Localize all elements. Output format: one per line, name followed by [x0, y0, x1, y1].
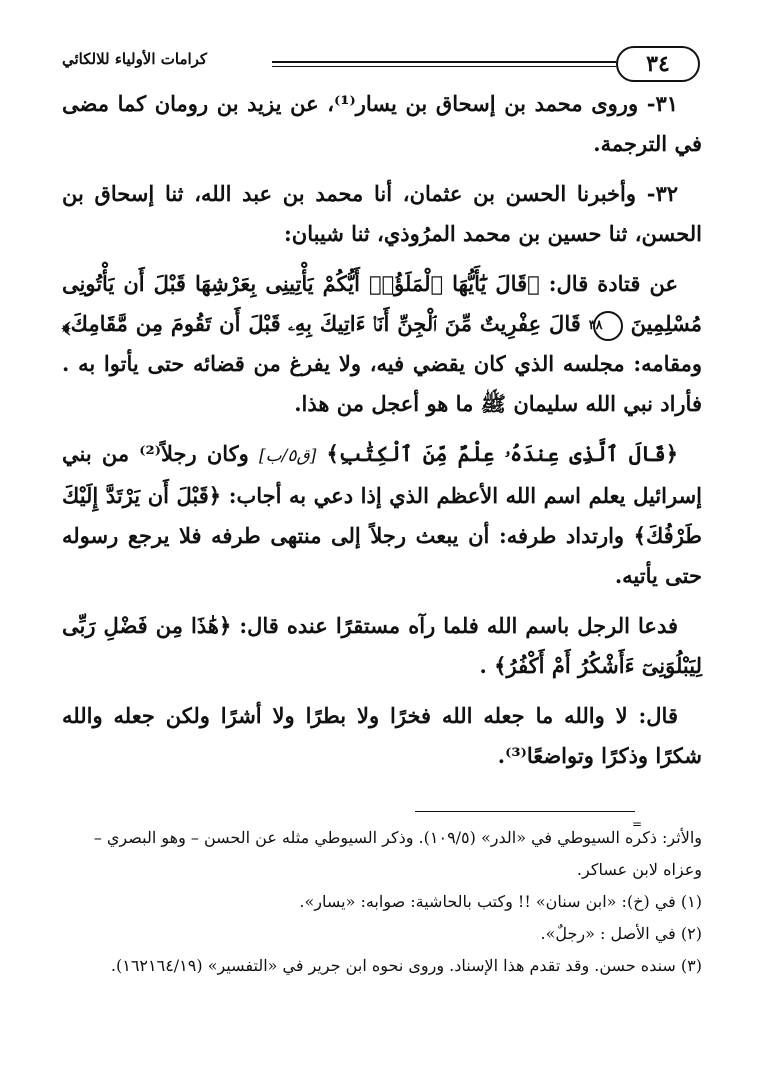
quran-verse-5: ﴿هَٰذَا مِن فَضْلِ رَبِّى لِيَبْلُوَنِىٓ ءَأَشْكُرُ أَمْ أَكْفُرُ﴾ — [62, 613, 702, 678]
quran-verse-1: ﴿قَالَ يَٰٓأَيُّهَا ٱلْمَلَؤُا۟ أَيُّكُمْ يَأْتِينِى بِعَرْشِهَا قَبْلَ أَن يَأْتُونِى مُسْلِمِينَ — [62, 271, 703, 336]
footnote-continuation: والأثر: ذكره السيوطي في «الدر» (١٠٩/٥). وذكر السيوطي مثله عن الحسن – وهو البصري – وعزاه لابن عساكر. — [93, 828, 702, 879]
footnote-rule — [415, 811, 635, 812]
paragraph-32: ٣٢- وأخبرنا الحسن بن عثمان، أنا محمد بن عبد الله، ثنا إسحاق بن الحسن، ثنا حسين بن محمد المرُوذي، ثنا شيبان: — [62, 181, 702, 246]
page-number: ٣٤ — [616, 46, 700, 82]
paragraph-fada — [62, 606, 702, 686]
paragraph-alladhi — [62, 434, 702, 596]
header-rule-thin — [272, 66, 616, 67]
quran-verse-2: قَالَ عِفْرِيتٌ مِّنَ ٱلْجِنِّ أَنَا۠ ءَاتِيكَ بِهِۦ قَبْلَ أَن تَقُومَ مِن مَّقَامِكَ﴾ — [62, 311, 581, 336]
footnotes — [62, 822, 702, 982]
footnote-1: (١) في (خ): «ابن سنان» !! وكتب بالحاشية: صوابه: «يسار». — [299, 892, 702, 911]
quran-verse-4: ﴿قَبْلَ أَن يَرْتَدَّ إِلَيْكَ طَرْفُكَ﴾ — [62, 483, 702, 548]
alladhi-text-2: وارتداد طرفه: أن يبعث رجلاً إلى منتهى طرفه فلا يرجع رسوله حتى يأتيه. — [62, 523, 702, 588]
header-rule — [272, 61, 616, 63]
paragraph-qal: قال: لا والله ما جعله الله فخرًا ولا بطرًا ولا أشرًا ولكن جعله والله شكرًا وذكرًا وتواضعًا⁽³⁾. — [62, 703, 702, 768]
fada-end: . — [479, 653, 487, 678]
footnote-2: (٢) في الأصل : «رجلٌ». — [540, 924, 702, 943]
main-text — [62, 84, 702, 776]
footnote-3: (٣) سنده حسن. وقد تقدم هذا الإسناد. وروى نحوه ابن جرير في «التفسير» (١٦٢١٦٤/١٩). — [110, 956, 702, 975]
manuscript-folio-ref: [ق٥/ب] — [259, 446, 317, 466]
page-header — [62, 46, 700, 86]
separator-mark: = — [632, 817, 643, 831]
running-title: كرامات الأولياء للالكائي — [62, 50, 208, 68]
qatada-commentary: ومقامه: مجلسه الذي كان يقضي فيه، ولا يفرغ من قضائه حتى يأتوا به . فأراد نبي الله سليمان ﷺ ما هو أعجل من هذا. — [62, 351, 702, 416]
qatada-intro: عن قتادة قال: — [548, 271, 679, 296]
fada-text: فدعا الرجل باسم الله فلما رآه مستقرًا عنده قال: — [239, 613, 679, 638]
ayah-number-mark: ٣٨ — [593, 311, 623, 341]
quran-verse-3: ﴿قَالَ ٱلَّذِى عِندَهُۥ عِلْمٌ مِّنَ ٱلْكِتَٰبِ﴾ — [326, 441, 679, 466]
paragraph-qatada — [62, 264, 702, 424]
paragraph-31: ٣١- وروى محمد بن إسحاق بن يسار⁽¹⁾، عن يزيد بن رومان كما مضى في الترجمة. — [62, 91, 702, 156]
alladhi-text-1: وكان رجلاً⁽²⁾ من بني إسرائيل يعلم اسم الله الأعظم الذي إذا دعي به أجاب: — [62, 441, 703, 508]
